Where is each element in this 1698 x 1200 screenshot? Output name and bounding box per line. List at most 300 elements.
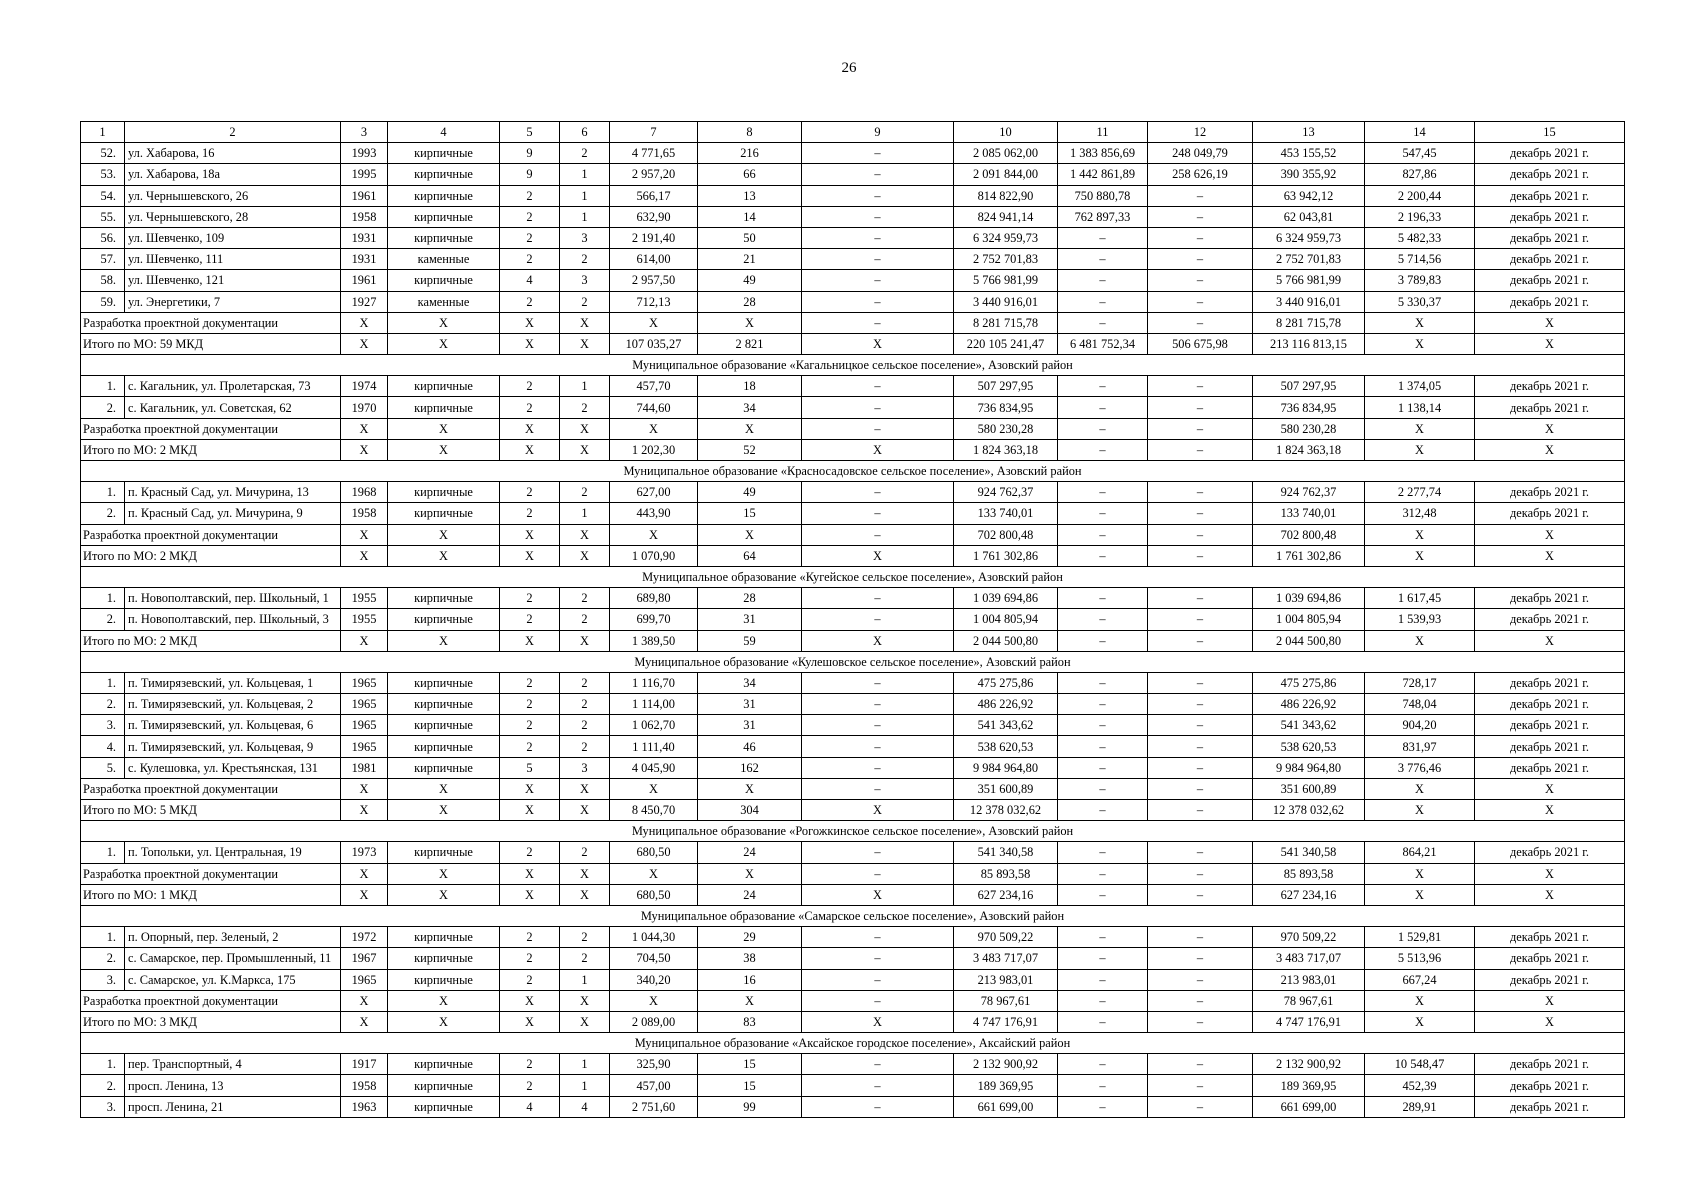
housing-repair-table (80, 121, 1625, 1118)
table-cell: – (1058, 715, 1148, 736)
table-cell: 699,70 (610, 609, 698, 630)
table-cell: 2. (81, 397, 125, 418)
table-cell: кирпичные (388, 185, 500, 206)
table-cell: X (1365, 884, 1475, 905)
table-cell: 15 (698, 1075, 802, 1096)
table-cell: 3 483 717,07 (1253, 948, 1365, 969)
table-cell: 3. (81, 715, 125, 736)
table-cell: X (500, 1011, 560, 1032)
page-number: 26 (841, 60, 857, 76)
table-cell: 1968 (341, 482, 388, 503)
table-cell: 2 (560, 694, 610, 715)
table-cell: – (802, 715, 954, 736)
table-cell: 85 893,58 (954, 863, 1058, 884)
table-cell: – (1058, 270, 1148, 291)
table-cell: X (500, 884, 560, 905)
table-cell: 2 044 500,80 (1253, 630, 1365, 651)
table-cell: 689,80 (610, 588, 698, 609)
table-row (81, 143, 1625, 164)
table-cell: – (1148, 630, 1253, 651)
table-cell: – (1148, 1011, 1253, 1032)
address-cell: п. Тимирязевский, ул. Кольцевая, 6 (125, 715, 341, 736)
section-heading-row (81, 905, 1625, 926)
table-cell: 1 004 805,94 (1253, 609, 1365, 630)
table-cell: – (1058, 672, 1148, 693)
table-cell: 2 (500, 503, 560, 524)
table-cell: 1 539,93 (1365, 609, 1475, 630)
table-cell: X (1475, 418, 1625, 439)
table-cell: X (500, 863, 560, 884)
table-cell: 1917 (341, 1054, 388, 1075)
table-cell: X (500, 312, 560, 333)
table-cell: 55. (81, 206, 125, 227)
table-cell: кирпичные (388, 143, 500, 164)
table-cell: – (1148, 715, 1253, 736)
table-cell: X (500, 439, 560, 460)
table-cell: 1 138,14 (1365, 397, 1475, 418)
table-row (81, 185, 1625, 206)
summary-label: Разработка проектной документации (81, 418, 341, 439)
table-row (81, 397, 1625, 418)
table-row (81, 969, 1625, 990)
table-cell: – (802, 397, 954, 418)
table-cell: X (1365, 1011, 1475, 1032)
section-heading: Муниципальное образование «Рогожкинское сельское поселение», Азовский район (81, 821, 1625, 842)
table-cell: 99 (698, 1096, 802, 1117)
table-cell: – (802, 672, 954, 693)
column-number-header: 7 (610, 122, 698, 143)
table-cell: – (1148, 948, 1253, 969)
table-cell: 712,13 (610, 291, 698, 312)
table-cell: 2 196,33 (1365, 206, 1475, 227)
table-cell: декабрь 2021 г. (1475, 757, 1625, 778)
table-cell: – (802, 842, 954, 863)
table-cell: 541 343,62 (1253, 715, 1365, 736)
table-cell: декабрь 2021 г. (1475, 164, 1625, 185)
table-cell: 46 (698, 736, 802, 757)
table-cell: 57. (81, 249, 125, 270)
table-cell: X (341, 630, 388, 651)
table-cell: – (1148, 757, 1253, 778)
summary-row (81, 863, 1625, 884)
table-cell: 34 (698, 672, 802, 693)
address-cell: ул. Хабарова, 18а (125, 164, 341, 185)
table-cell: X (802, 630, 954, 651)
table-cell: X (698, 863, 802, 884)
table-cell: – (1148, 736, 1253, 757)
table-cell: 5 714,56 (1365, 249, 1475, 270)
table-cell: – (1058, 800, 1148, 821)
table-cell: – (1148, 927, 1253, 948)
table-cell: 2 (560, 249, 610, 270)
table-cell: 258 626,19 (1148, 164, 1253, 185)
section-heading-row (81, 566, 1625, 587)
table-cell: X (341, 990, 388, 1011)
table-cell: 24 (698, 884, 802, 905)
address-cell: п. Новополтавский, пер. Школьный, 3 (125, 609, 341, 630)
summary-label: Итого по МО: 5 МКД (81, 800, 341, 821)
table-cell: X (1475, 439, 1625, 460)
table-cell: 1981 (341, 757, 388, 778)
table-cell: – (1058, 249, 1148, 270)
table-cell: 1995 (341, 164, 388, 185)
table-cell: X (341, 418, 388, 439)
column-number-header: 8 (698, 122, 802, 143)
table-cell: каменные (388, 291, 500, 312)
table-cell: 78 967,61 (954, 990, 1058, 1011)
table-cell: 2 132 900,92 (1253, 1054, 1365, 1075)
table-cell: 2 (560, 482, 610, 503)
address-cell: ул. Шевченко, 121 (125, 270, 341, 291)
table-cell: 18 (698, 376, 802, 397)
table-cell: 2 044 500,80 (954, 630, 1058, 651)
table-cell: 189 369,95 (954, 1075, 1058, 1096)
table-cell: 1965 (341, 694, 388, 715)
summary-label: Итого по МО: 3 МКД (81, 1011, 341, 1032)
section-heading-row (81, 461, 1625, 482)
table-cell: 2 277,74 (1365, 482, 1475, 503)
table-cell: 2 (560, 927, 610, 948)
section-heading: Муниципальное образование «Самарское сельское поселение», Азовский район (81, 905, 1625, 926)
table-cell: X (500, 990, 560, 1011)
section-heading-row (81, 355, 1625, 376)
table-cell: 547,45 (1365, 143, 1475, 164)
table-cell: X (341, 800, 388, 821)
table-cell: 49 (698, 270, 802, 291)
table-cell: 486 226,92 (954, 694, 1058, 715)
table-cell: X (341, 439, 388, 460)
table-cell: 1 202,30 (610, 439, 698, 460)
table-cell: X (388, 418, 500, 439)
table-cell: 52 (698, 439, 802, 460)
table-cell: декабрь 2021 г. (1475, 503, 1625, 524)
table-cell: – (802, 927, 954, 948)
table-cell: 390 355,92 (1253, 164, 1365, 185)
table-cell: – (802, 1075, 954, 1096)
table-cell: 4 771,65 (610, 143, 698, 164)
table-cell: 5. (81, 757, 125, 778)
table-cell: – (1148, 800, 1253, 821)
column-number-header: 4 (388, 122, 500, 143)
table-cell: – (802, 270, 954, 291)
table-cell: 52. (81, 143, 125, 164)
table-cell: 5 513,96 (1365, 948, 1475, 969)
table-cell: – (1058, 1096, 1148, 1117)
table-cell: 2. (81, 609, 125, 630)
table-cell: 1 761 302,86 (954, 545, 1058, 566)
table-cell: 38 (698, 948, 802, 969)
table-cell: декабрь 2021 г. (1475, 270, 1625, 291)
table-cell: – (1058, 524, 1148, 545)
table-cell: – (1148, 842, 1253, 863)
table-cell: кирпичные (388, 227, 500, 248)
table-cell: – (1148, 482, 1253, 503)
table-cell: X (1475, 778, 1625, 799)
table-cell: 736 834,95 (954, 397, 1058, 418)
table-cell: декабрь 2021 г. (1475, 227, 1625, 248)
table-cell: 56. (81, 227, 125, 248)
table-cell: 2 (500, 227, 560, 248)
table-cell: 248 049,79 (1148, 143, 1253, 164)
table-cell: 1958 (341, 206, 388, 227)
column-number-header: 5 (500, 122, 560, 143)
table-cell: X (500, 800, 560, 821)
summary-row (81, 524, 1625, 545)
table-cell: 1 114,00 (610, 694, 698, 715)
table-cell: 2 (500, 842, 560, 863)
summary-row (81, 545, 1625, 566)
table-row (81, 206, 1625, 227)
table-cell: 506 675,98 (1148, 333, 1253, 354)
table-cell: 28 (698, 291, 802, 312)
table-cell: 3 (560, 270, 610, 291)
table-cell: – (802, 249, 954, 270)
table-cell: 4 747 176,91 (1253, 1011, 1365, 1032)
table-cell: 5 766 981,99 (954, 270, 1058, 291)
table-cell: 580 230,28 (1253, 418, 1365, 439)
table-cell: – (1148, 778, 1253, 799)
address-cell: ул. Шевченко, 111 (125, 249, 341, 270)
table-cell: – (802, 376, 954, 397)
table-cell: 475 275,86 (1253, 672, 1365, 693)
table-cell: – (1148, 376, 1253, 397)
table-cell: – (802, 757, 954, 778)
address-cell: ул. Шевченко, 109 (125, 227, 341, 248)
table-cell: 3 483 717,07 (954, 948, 1058, 969)
table-cell: 8 281 715,78 (1253, 312, 1365, 333)
table-cell: X (610, 990, 698, 1011)
address-cell: с. Кагальник, ул. Советская, 62 (125, 397, 341, 418)
table-row (81, 482, 1625, 503)
table-cell: 824 941,14 (954, 206, 1058, 227)
table-cell: – (802, 418, 954, 439)
table-cell: 16 (698, 969, 802, 990)
summary-row (81, 312, 1625, 333)
table-cell: 289,91 (1365, 1096, 1475, 1117)
summary-label: Итого по МО: 2 МКД (81, 545, 341, 566)
table-cell: X (802, 545, 954, 566)
table-cell: – (1058, 842, 1148, 863)
table-cell: – (1148, 1075, 1253, 1096)
table-cell: 750 880,78 (1058, 185, 1148, 206)
table-cell: 1 (560, 164, 610, 185)
table-cell: 632,90 (610, 206, 698, 227)
table-cell: – (802, 524, 954, 545)
table-cell: X (388, 333, 500, 354)
table-cell: – (1148, 863, 1253, 884)
table-cell: 2 (560, 948, 610, 969)
table-cell: – (802, 609, 954, 630)
table-row (81, 1075, 1625, 1096)
table-cell: декабрь 2021 г. (1475, 397, 1625, 418)
table-cell: – (1148, 694, 1253, 715)
table-cell: X (560, 800, 610, 821)
table-cell: 1. (81, 1054, 125, 1075)
table-cell: X (1365, 312, 1475, 333)
table-cell: 54. (81, 185, 125, 206)
table-cell: 541 340,58 (954, 842, 1058, 863)
table-cell: 1 062,70 (610, 715, 698, 736)
table-cell: 702 800,48 (1253, 524, 1365, 545)
table-cell: – (802, 164, 954, 185)
table-cell: X (802, 1011, 954, 1032)
address-cell: просп. Ленина, 13 (125, 1075, 341, 1096)
table-row (81, 503, 1625, 524)
table-cell: – (802, 185, 954, 206)
table-row (81, 694, 1625, 715)
table-row (81, 715, 1625, 736)
table-cell: 2 (500, 185, 560, 206)
table-cell: X (500, 524, 560, 545)
table-cell: 6 324 959,73 (954, 227, 1058, 248)
table-row (81, 291, 1625, 312)
table-cell: 2 957,20 (610, 164, 698, 185)
table-cell: 351 600,89 (954, 778, 1058, 799)
table-cell: 2 (500, 482, 560, 503)
table-cell: – (1058, 694, 1148, 715)
table-cell: – (1058, 1075, 1148, 1096)
table-cell: 213 116 813,15 (1253, 333, 1365, 354)
table-cell: – (1148, 418, 1253, 439)
table-cell: X (500, 333, 560, 354)
table-cell: 1 617,45 (1365, 588, 1475, 609)
table-cell: X (388, 545, 500, 566)
table-cell: – (802, 588, 954, 609)
table-cell: 2 (500, 291, 560, 312)
summary-row (81, 990, 1625, 1011)
table-cell: декабрь 2021 г. (1475, 143, 1625, 164)
table-cell: декабрь 2021 г. (1475, 672, 1625, 693)
table-cell: 2 (560, 715, 610, 736)
table-cell: X (1365, 418, 1475, 439)
table-cell: 1 039 694,86 (1253, 588, 1365, 609)
summary-label: Разработка проектной документации (81, 990, 341, 1011)
table-cell: 4 045,90 (610, 757, 698, 778)
section-heading: Муниципальное образование «Аксайское городское поселение», Аксайский район (81, 1033, 1625, 1054)
table-cell: 9 (500, 164, 560, 185)
table-cell: X (388, 1011, 500, 1032)
table-cell: 443,90 (610, 503, 698, 524)
summary-label: Итого по МО: 1 МКД (81, 884, 341, 905)
table-cell: 486 226,92 (1253, 694, 1365, 715)
table-cell: 1965 (341, 715, 388, 736)
summary-label: Итого по МО: 2 МКД (81, 439, 341, 460)
table-cell: 162 (698, 757, 802, 778)
table-cell: кирпичные (388, 1054, 500, 1075)
summary-label: Разработка проектной документации (81, 524, 341, 545)
table-cell: 3 (560, 757, 610, 778)
table-cell: кирпичные (388, 1075, 500, 1096)
table-cell: 680,50 (610, 884, 698, 905)
table-cell: 2 (500, 969, 560, 990)
table-cell: 2 085 062,00 (954, 143, 1058, 164)
table-cell: 59 (698, 630, 802, 651)
table-cell: 507 297,95 (954, 376, 1058, 397)
column-number-header: 6 (560, 122, 610, 143)
address-cell: п. Топольки, ул. Центральная, 19 (125, 842, 341, 863)
address-cell: пер. Транспортный, 4 (125, 1054, 341, 1075)
table-cell: 2. (81, 1075, 125, 1096)
address-cell: с. Кагальник, ул. Пролетарская, 73 (125, 376, 341, 397)
table-cell: 1. (81, 672, 125, 693)
table-cell: 28 (698, 588, 802, 609)
table-cell: – (1148, 884, 1253, 905)
table-cell: X (560, 990, 610, 1011)
table-cell: X (341, 524, 388, 545)
table-cell: X (610, 524, 698, 545)
table-cell: 9 984 964,80 (954, 757, 1058, 778)
summary-row (81, 333, 1625, 354)
table-cell: – (1058, 736, 1148, 757)
table-cell: 814 822,90 (954, 185, 1058, 206)
table-cell: X (560, 312, 610, 333)
table-cell: 2 (560, 397, 610, 418)
table-cell: 2 752 701,83 (954, 249, 1058, 270)
table-cell: 1 116,70 (610, 672, 698, 693)
table-cell: 2. (81, 948, 125, 969)
table-cell: 9 984 964,80 (1253, 757, 1365, 778)
table-cell: 1 (560, 376, 610, 397)
table-cell: – (1058, 609, 1148, 630)
table-cell: X (341, 778, 388, 799)
table-cell: 2 (500, 715, 560, 736)
table-cell: кирпичные (388, 948, 500, 969)
table-cell: – (1058, 969, 1148, 990)
table-cell: 864,21 (1365, 842, 1475, 863)
table-cell: X (388, 863, 500, 884)
table-cell: кирпичные (388, 715, 500, 736)
table-cell: X (1365, 990, 1475, 1011)
column-number-header: 13 (1253, 122, 1365, 143)
table-cell: – (1148, 969, 1253, 990)
table-cell: 3 (560, 227, 610, 248)
table-cell: – (1148, 291, 1253, 312)
table-cell: X (500, 418, 560, 439)
table-cell: 351 600,89 (1253, 778, 1365, 799)
table-cell: – (1148, 397, 1253, 418)
table-cell: 1974 (341, 376, 388, 397)
table-cell: 2 (500, 736, 560, 757)
table-cell: X (610, 418, 698, 439)
table-cell: X (500, 545, 560, 566)
table-cell: 728,17 (1365, 672, 1475, 693)
table-cell: декабрь 2021 г. (1475, 927, 1625, 948)
table-cell: кирпичные (388, 164, 500, 185)
table-cell: декабрь 2021 г. (1475, 969, 1625, 990)
table-cell: 1 070,90 (610, 545, 698, 566)
table-cell: кирпичные (388, 757, 500, 778)
table-row (81, 672, 1625, 693)
table-cell: 2 (560, 609, 610, 630)
table-cell: – (1058, 482, 1148, 503)
table-cell: 133 740,01 (1253, 503, 1365, 524)
summary-row (81, 800, 1625, 821)
table-row (81, 1096, 1625, 1117)
table-row (81, 736, 1625, 757)
table-cell: 58. (81, 270, 125, 291)
column-number-header: 2 (125, 122, 341, 143)
table-cell: кирпичные (388, 609, 500, 630)
table-cell: – (1058, 312, 1148, 333)
table-cell: X (1365, 778, 1475, 799)
table-cell: 1970 (341, 397, 388, 418)
table-cell: 538 620,53 (1253, 736, 1365, 757)
table-cell: – (802, 503, 954, 524)
table-cell: X (802, 800, 954, 821)
table-cell: X (1365, 333, 1475, 354)
table-cell: X (500, 630, 560, 651)
table-cell: 66 (698, 164, 802, 185)
